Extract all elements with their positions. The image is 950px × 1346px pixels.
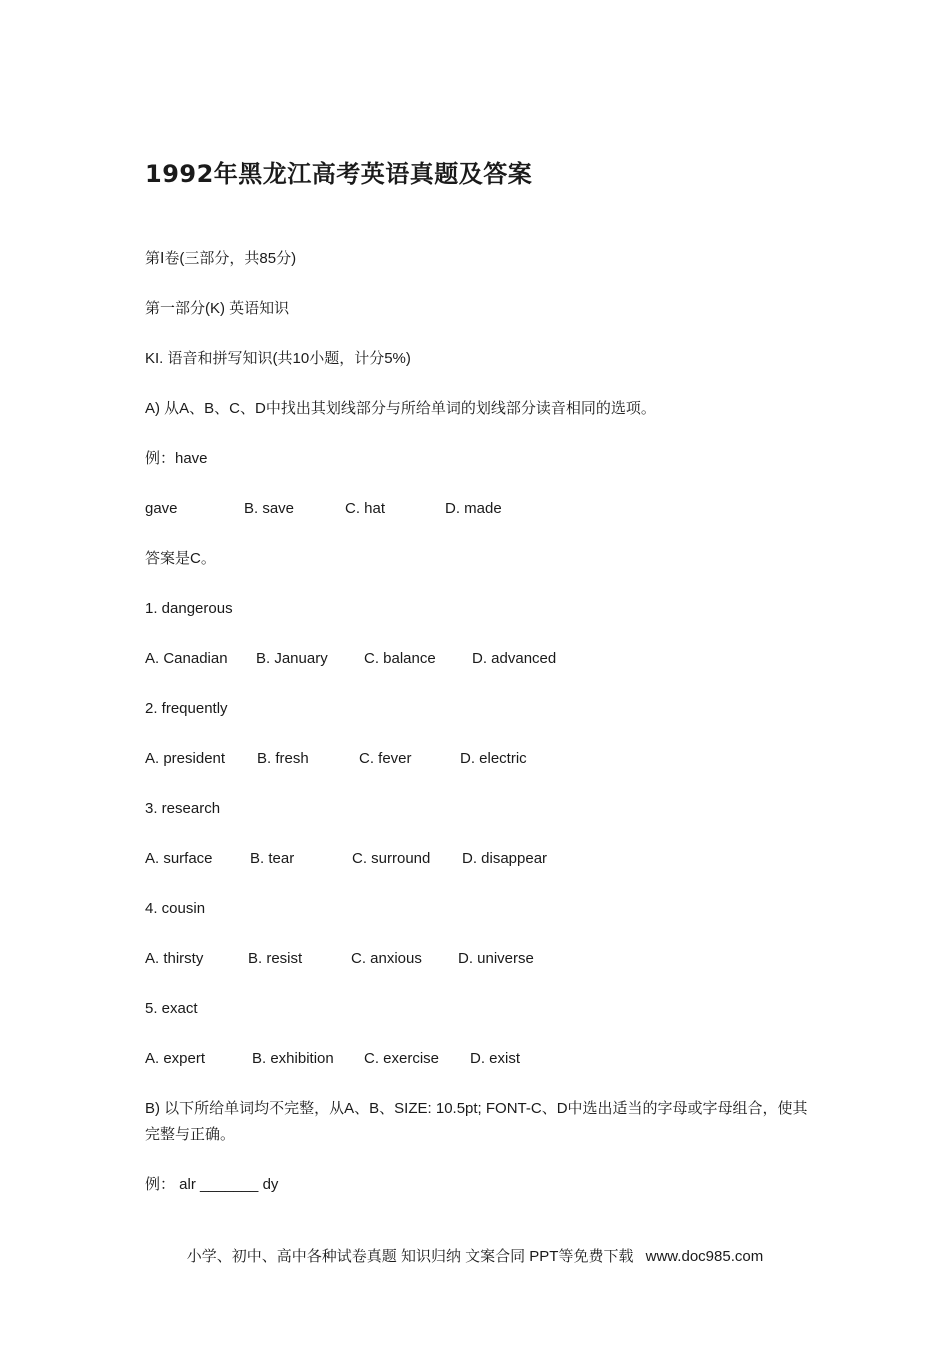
question-stem: 5. exact	[145, 1000, 198, 1017]
page-footer	[0, 1245, 950, 1266]
option: A. surface	[145, 850, 213, 867]
example-option: gave	[145, 500, 178, 517]
example-options-row	[145, 496, 645, 522]
option: D. electric	[460, 750, 527, 767]
question-stem: 3. research	[145, 800, 221, 817]
question-stem: 4. cousin	[145, 900, 206, 917]
option: B. January	[256, 650, 328, 667]
footer-text: 小学、初中、高中各种试卷真题 知识归纳 文案合同 PPT等免费下载	[186, 1248, 634, 1265]
instruction-a: A) 从A、B、C、D中找出其划线部分与所给单词的划线部分读音相同的选项。	[145, 400, 656, 417]
option: B. resist	[248, 950, 303, 967]
question-options-row	[145, 746, 645, 772]
option: B. fresh	[257, 750, 309, 767]
footer-link[interactable]: www.doc985.com	[645, 1248, 764, 1265]
option: B. tear	[250, 850, 295, 867]
example-label: 例：have	[145, 450, 208, 467]
option: D. disappear	[462, 850, 548, 867]
question-options-row	[145, 646, 645, 672]
instruction-b: B) 以下所给单词均不完整，从A、B、SIZE: 10.5pt; FONT-C、D中选出适当的字母或字母组合，使其完整与正确。	[145, 1100, 808, 1143]
example-answer: 答案是C。	[145, 550, 216, 567]
part-heading: 第一部分(K) 英语知识	[145, 300, 290, 317]
option: A. president	[145, 750, 226, 767]
option: C. fever	[359, 750, 412, 767]
option: C. exercise	[364, 1050, 440, 1067]
example-b: 例： alr _______ dy	[145, 1176, 279, 1193]
example-option: B. save	[244, 500, 295, 517]
option: D. universe	[458, 950, 534, 967]
question-options-row	[145, 846, 645, 872]
example-option: D. made	[445, 500, 502, 517]
section-heading: KI. 语音和拼写知识(共10小题，计分5%)	[145, 350, 411, 367]
option: A. Canadian	[145, 650, 228, 667]
option: D. exist	[470, 1050, 521, 1067]
question-options-row	[145, 1046, 645, 1072]
question-stem: 2. frequently	[145, 700, 228, 717]
example-option: C. hat	[345, 500, 386, 517]
option: C. balance	[364, 650, 436, 667]
option: C. anxious	[351, 950, 422, 967]
question-stem: 1. dangerous	[145, 600, 233, 617]
option: A. thirsty	[145, 950, 204, 967]
document-title: 1992年黑龙江高考英语真题及答案	[145, 160, 533, 188]
option: C. surround	[352, 850, 431, 867]
question-options-row	[145, 946, 645, 972]
paper-heading: 第Ⅰ卷(三部分，共85分)	[145, 250, 297, 267]
option: D. advanced	[472, 650, 557, 667]
option: B. exhibition	[252, 1050, 334, 1067]
option: A. expert	[145, 1050, 206, 1067]
